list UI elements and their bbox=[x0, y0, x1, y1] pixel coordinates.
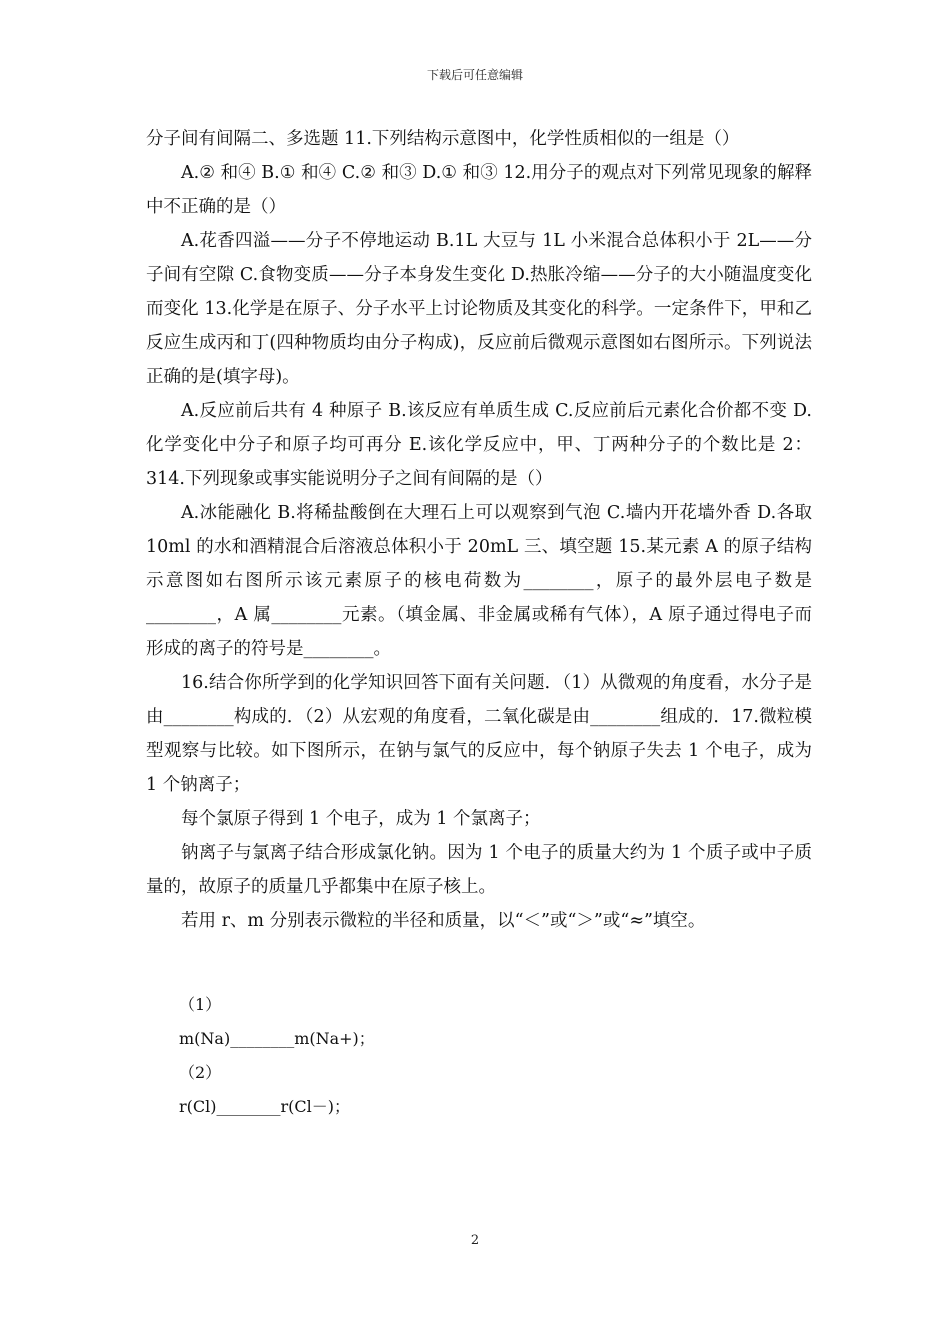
paragraph: 若用 r、m 分别表示微粒的半径和质量，以“＜”或“＞”或“≈”填空。 bbox=[181, 911, 706, 931]
paragraph: A.冰能融化 B.将稀盐酸倒在大理石上可以观察到气泡 C.墙内开花墙外香 D.各取 10ml 的水和酒精混合后溶液总体积小于 20mL 三、填空题 15.某元素 A 的原子结构示意图如右图所示该元素原子的核电荷数为________，原子的最外层电子数是________，A 属________元素。（填金属、非金属或稀有气体），A 原子通过得电子而形成的离子的符号是________。 bbox=[146, 503, 812, 659]
paragraph: 16.结合你所学到的化学知识回答下面有关问题．（1）从微观的角度看，水分子是由________构成的．（2）从宏观的角度看，二氧化碳是由________组成的．17.微粒模型观察与比较。如下图所示，在钠与氯气的反应中，每个钠原子失去 1 个电子，成为 1 个钠离子； bbox=[146, 673, 812, 795]
paragraph: 每个氯原子得到 1 个电子，成为 1 个氯离子； bbox=[181, 809, 541, 829]
paragraph: A.花香四溢——分子不停地运动 B.1L 大豆与 1L 小米混合总体积小于 2L——分子间有空隙 C.食物变质——分子本身发生变化 D.热胀冷缩——分子的大小随温度变化而变化 13.化学是在原子、分子水平上讨论物质及其变化的科学。一定条件下，甲和乙反应生成丙和丁(四种物质均由分子构成)，反应前后微观示意图如右图所示。下列说法正确的是(填字母)。 bbox=[146, 231, 812, 387]
paragraph: A.② 和④ B.① 和④ C.② 和③ D.① 和③ 12.用分子的观点对下列常见现象的解释中不正确的是（） bbox=[146, 163, 812, 217]
paragraph: 分子间有间隔二、多选题 11.下列结构示意图中，化学性质相似的一组是（） bbox=[146, 129, 740, 149]
answer-line: （2） bbox=[179, 1063, 222, 1082]
document-body bbox=[146, 122, 812, 1124]
page-header: 下载后可任意编辑 bbox=[426, 68, 523, 82]
answer-line: m(Na)________m(Na+)； bbox=[179, 1029, 375, 1048]
page-number: 2 bbox=[470, 1233, 480, 1248]
paragraph: 钠离子与氯离子结合形成氯化钠。因为 1 个电子的质量大约为 1 个质子或中子质量的，故原子的质量几乎都集中在原子核上。 bbox=[146, 843, 812, 897]
paragraph: A.反应前后共有 4 种原子 B.该反应有单质生成 C.反应前后元素化合价都不变 D.化学变化中分子和原子均可再分 E.该化学反应中，甲、丁两种分子的个数比是 2：314.下列现象或事实能说明分子之间有间隔的是（） bbox=[146, 401, 812, 489]
answer-line: （1） bbox=[179, 995, 222, 1014]
spacer bbox=[146, 938, 812, 988]
answer-line: r(Cl)________r(Cl－)； bbox=[179, 1097, 350, 1116]
